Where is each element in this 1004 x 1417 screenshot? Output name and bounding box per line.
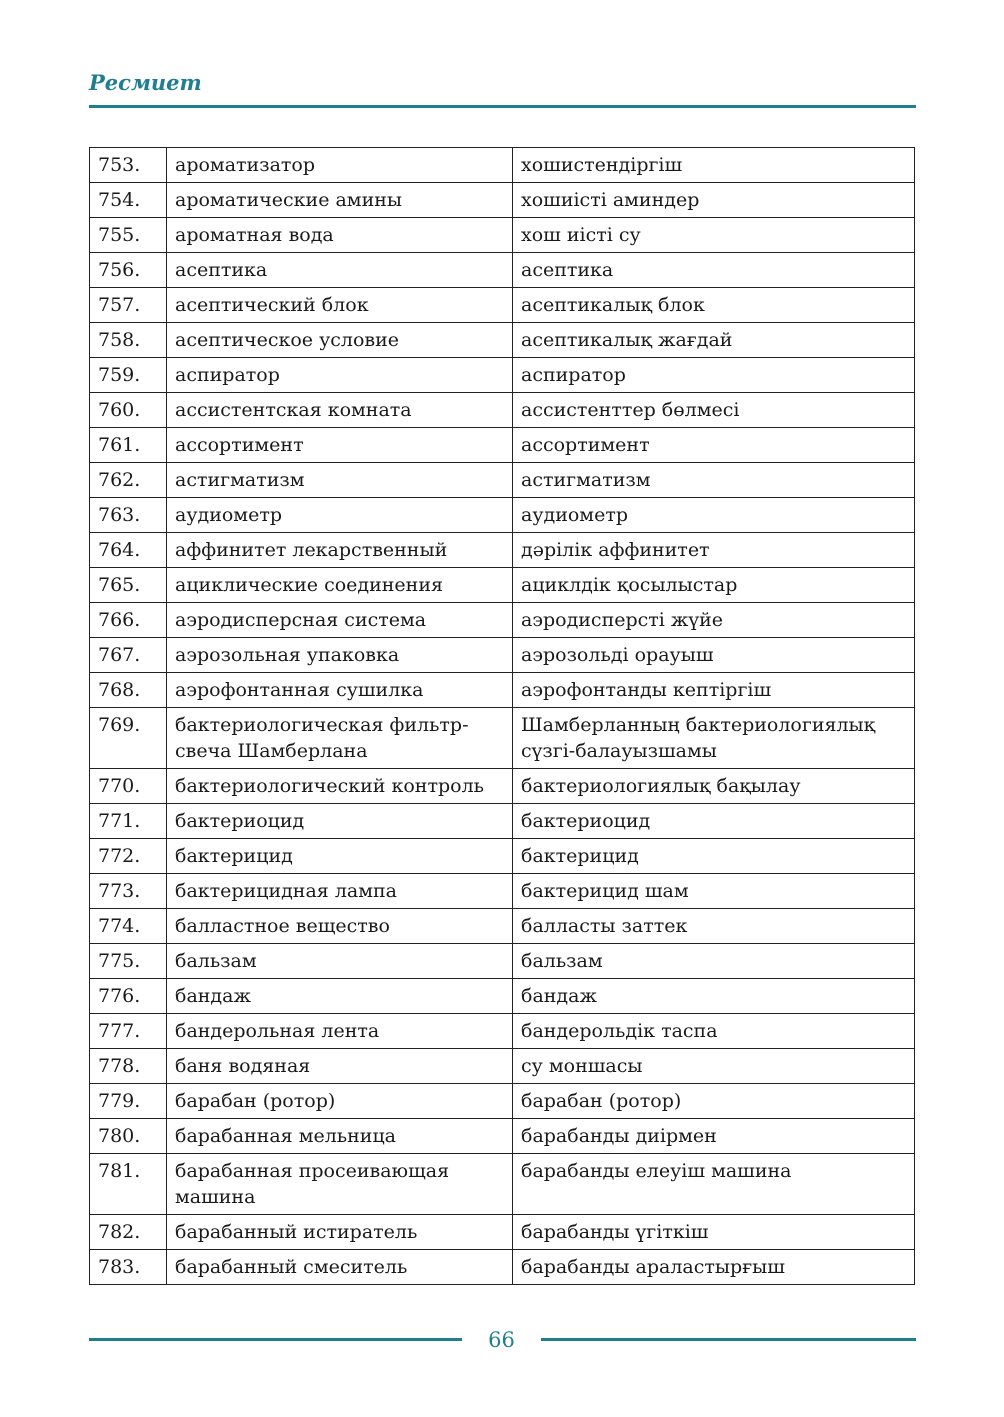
kazakh-term: барабанды үгіткіш (513, 1215, 915, 1250)
kazakh-term: ациклдік қосылыстар (513, 568, 915, 603)
table-row (90, 498, 915, 533)
entry-number: 769. (90, 708, 167, 769)
entry-number: 780. (90, 1119, 167, 1154)
russian-term: барабанная мельница (167, 1119, 513, 1154)
kazakh-term: Шамберланның бактериологиялық сүзгі-балауызшамы (513, 708, 915, 769)
table-row (90, 148, 915, 183)
russian-term: барабанная просеивающая машина (167, 1154, 513, 1215)
table-row (90, 1154, 915, 1215)
russian-term: ассортимент (167, 428, 513, 463)
russian-term: бандерольная лента (167, 1014, 513, 1049)
russian-term: барабанный истиратель (167, 1215, 513, 1250)
table-row (90, 1250, 915, 1285)
entry-number: 770. (90, 769, 167, 804)
table-row (90, 1084, 915, 1119)
kazakh-term: аэродисперсті жүйе (513, 603, 915, 638)
russian-term: бактериологический контроль (167, 769, 513, 804)
russian-term: асептический блок (167, 288, 513, 323)
kazakh-term: барабанды диірмен (513, 1119, 915, 1154)
entry-number: 778. (90, 1049, 167, 1084)
entry-number: 774. (90, 909, 167, 944)
entry-number: 764. (90, 533, 167, 568)
entry-number: 756. (90, 253, 167, 288)
entry-number: 758. (90, 323, 167, 358)
table-row (90, 1049, 915, 1084)
kazakh-term: бандерольдік таспа (513, 1014, 915, 1049)
entry-number: 768. (90, 673, 167, 708)
table-row (90, 533, 915, 568)
kazakh-term: аудиометр (513, 498, 915, 533)
table-row (90, 1215, 915, 1250)
table-row (90, 253, 915, 288)
kazakh-term: хошистендіргіш (513, 148, 915, 183)
table-row (90, 638, 915, 673)
table-row (90, 183, 915, 218)
kazakh-term: асептикалық блок (513, 288, 915, 323)
glossary-table-body (90, 148, 915, 1285)
table-row (90, 323, 915, 358)
table-row (90, 568, 915, 603)
kazakh-term: астигматизм (513, 463, 915, 498)
russian-term: бактерицид (167, 839, 513, 874)
entry-number: 755. (90, 218, 167, 253)
russian-term: балластное вещество (167, 909, 513, 944)
entry-number: 763. (90, 498, 167, 533)
table-row (90, 218, 915, 253)
header-divider (89, 105, 916, 108)
table-row (90, 393, 915, 428)
russian-term: ароматная вода (167, 218, 513, 253)
kazakh-term: бандаж (513, 979, 915, 1014)
page-header-title: Ресмиет (89, 70, 202, 95)
entry-number: 777. (90, 1014, 167, 1049)
russian-term: бактериоцид (167, 804, 513, 839)
table-row (90, 804, 915, 839)
footer-divider-left (89, 1338, 462, 1341)
russian-term: бандаж (167, 979, 513, 1014)
table-row (90, 1014, 915, 1049)
russian-term: ассистентская комната (167, 393, 513, 428)
russian-term: аэрозольная упаковка (167, 638, 513, 673)
russian-term: бальзам (167, 944, 513, 979)
kazakh-term: балласты заттек (513, 909, 915, 944)
entry-number: 760. (90, 393, 167, 428)
table-row (90, 1119, 915, 1154)
page-number: 66 (488, 1328, 515, 1352)
table-row (90, 979, 915, 1014)
table-row (90, 769, 915, 804)
entry-number: 759. (90, 358, 167, 393)
entry-number: 775. (90, 944, 167, 979)
kazakh-term: хошиісті аминдер (513, 183, 915, 218)
kazakh-term: аспиратор (513, 358, 915, 393)
russian-term: ароматические амины (167, 183, 513, 218)
kazakh-term: бактерицид (513, 839, 915, 874)
russian-term: бактериологическая фильтр-свеча Шамберлана (167, 708, 513, 769)
entry-number: 781. (90, 1154, 167, 1215)
kazakh-term: дәрілік аффинитет (513, 533, 915, 568)
russian-term: ароматизатор (167, 148, 513, 183)
table-row (90, 944, 915, 979)
kazakh-term: ассистенттер бөлмесі (513, 393, 915, 428)
entry-number: 776. (90, 979, 167, 1014)
entry-number: 754. (90, 183, 167, 218)
kazakh-term: асептикалық жағдай (513, 323, 915, 358)
table-row (90, 463, 915, 498)
kazakh-term: барабан (ротор) (513, 1084, 915, 1119)
entry-number: 771. (90, 804, 167, 839)
entry-number: 772. (90, 839, 167, 874)
entry-number: 765. (90, 568, 167, 603)
kazakh-term: бактерицид шам (513, 874, 915, 909)
kazakh-term: асептика (513, 253, 915, 288)
entry-number: 766. (90, 603, 167, 638)
table-row (90, 288, 915, 323)
table-row (90, 839, 915, 874)
russian-term: аэрофонтанная сушилка (167, 673, 513, 708)
russian-term: баня водяная (167, 1049, 513, 1084)
russian-term: барабанный смеситель (167, 1250, 513, 1285)
entry-number: 757. (90, 288, 167, 323)
russian-term: аффинитет лекарственный (167, 533, 513, 568)
table-row (90, 603, 915, 638)
kazakh-term: барабанды араластырғыш (513, 1250, 915, 1285)
kazakh-term: барабанды елеуіш машина (513, 1154, 915, 1215)
table-row (90, 909, 915, 944)
russian-term: барабан (ротор) (167, 1084, 513, 1119)
russian-term: асептическое условие (167, 323, 513, 358)
table-row (90, 358, 915, 393)
table-row (90, 874, 915, 909)
russian-term: бактерицидная лампа (167, 874, 513, 909)
kazakh-term: аэрозольді орауыш (513, 638, 915, 673)
table-row (90, 708, 915, 769)
kazakh-term: су моншасы (513, 1049, 915, 1084)
glossary-table (89, 147, 915, 1285)
entry-number: 782. (90, 1215, 167, 1250)
entry-number: 773. (90, 874, 167, 909)
kazakh-term: хош иісті су (513, 218, 915, 253)
entry-number: 761. (90, 428, 167, 463)
russian-term: асептика (167, 253, 513, 288)
kazakh-term: бальзам (513, 944, 915, 979)
table-row (90, 428, 915, 463)
kazakh-term: аэрофонтанды кептіргіш (513, 673, 915, 708)
russian-term: аспиратор (167, 358, 513, 393)
entry-number: 783. (90, 1250, 167, 1285)
russian-term: аэродисперсная система (167, 603, 513, 638)
entry-number: 762. (90, 463, 167, 498)
entry-number: 753. (90, 148, 167, 183)
entry-number: 779. (90, 1084, 167, 1119)
kazakh-term: бактериоцид (513, 804, 915, 839)
kazakh-term: бактериологиялық бақылау (513, 769, 915, 804)
table-row (90, 673, 915, 708)
footer-divider-right (541, 1338, 916, 1341)
russian-term: аудиометр (167, 498, 513, 533)
entry-number: 767. (90, 638, 167, 673)
russian-term: астигматизм (167, 463, 513, 498)
kazakh-term: ассортимент (513, 428, 915, 463)
russian-term: ациклические соединения (167, 568, 513, 603)
